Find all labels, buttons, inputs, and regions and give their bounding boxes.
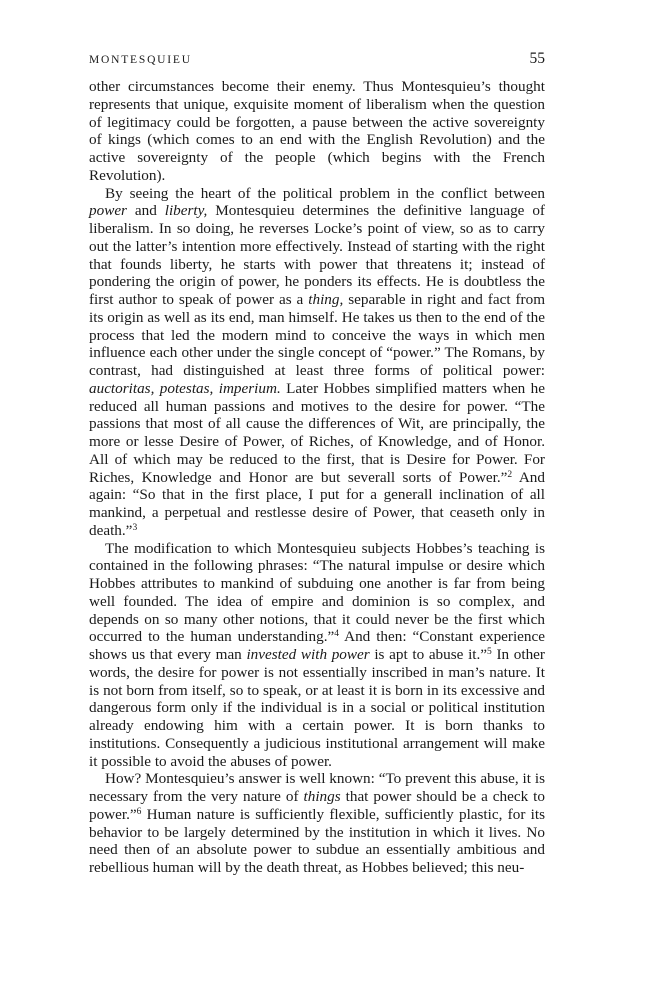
paragraph — [89, 185, 545, 540]
text-run: Human nature is sufficiently flexible, sufficiently plastic, for its behavior to be largely determined by the institution in which it lives. No need then of an absolute power to subdue an essentially ambitious and rebellious human will by the death threat, as Hobbes believed; this neu- — [89, 805, 545, 876]
text-run: And again: “So that in the first place, I put for a generall inclination of all mankind, a perpetual and restlesse desire of Power, that ceaseth only in death.” — [89, 468, 545, 539]
footnote-marker: 5 — [487, 647, 492, 657]
text-run: and — [126, 202, 165, 220]
text-run: The modification to which Montesquieu subjects Hobbes’s teaching is contained in the following phrases: “The natural impulse or desire which Hobbes attributes to mankind of subduing one another is far from being well founded. The idea of empire and dominion is so complex, and depends on so many other notions, that it could never be the first which occurred to the human understanding.” — [89, 539, 545, 646]
text-run: is apt to abuse it.” — [369, 646, 488, 663]
text-run: How? Montesquieu’s answer is well known: “To prevent this abuse, it is necessary from the very nature of — [89, 770, 545, 805]
running-head — [89, 50, 545, 72]
footnote-marker: 6 — [136, 806, 142, 817]
paragraph — [89, 540, 545, 771]
body-text — [89, 78, 545, 877]
text-run: By seeing the heart of the political problem in the conflict between — [105, 184, 545, 202]
text-run: In other words, the desire for power is not essentially inscribed in man’s nature. It is not born from itself, so to speak, or at least it is born in its excessive and dangerous form only if the individual is in a social or political institution already endowing him with a certain power. It is born thanks to institutions. Consequently a judicious institutional arrangement will make it possible to avoid the abuses of power. — [89, 646, 545, 770]
book-page — [89, 50, 545, 877]
footnote-marker: 2 — [507, 469, 513, 480]
paragraph — [89, 770, 545, 877]
footnote-marker: 4 — [334, 629, 339, 640]
footnote-marker: 3 — [132, 522, 138, 533]
text-run: And then: “Constant experience shows us that every man — [89, 628, 545, 663]
italic-text: thing, — [308, 291, 344, 308]
text-run: separable in right and fact from its origin as well as its end, man himself. He takes us then to the end of the process that led the modern mind to conceive the ways in which men influence each other under the single concept of “power.” The Romans, by contrast, had distinguished at least three forms of political power: — [89, 291, 546, 379]
text-run: other circumstances become their enemy. Thus Montesquieu’s thought represents that unique, exquisite moment of liberalism when the question of legitimacy could be forgotten, a pause between the active sovereignty of kings (which comes to an end with the English Revolution) and the active sovereignty of the people (which begins with the French Revolution). — [89, 78, 545, 184]
text-run: Later Hobbes simplified matters when he reduced all human passions and motives to the desire for power. “The passions that most of all cause the differences of Wit, are principally, the more or lesse Desire of Power, of Riches, of Knowledge, and of Honor. All of which may be reduced to the first, that is Desire for Power. For Riches, Knowledge and Honor are but severall sorts of Power.” — [89, 379, 545, 486]
italic-text: power — [89, 202, 127, 220]
text-run: that power should be a check to power.” — [89, 788, 545, 823]
italic-text: invested with power — [246, 646, 370, 663]
italic-text: liberty, — [164, 202, 208, 220]
italic-text: things — [303, 788, 341, 805]
italic-text: auctoritas, potestas, imperium. — [89, 379, 281, 397]
paragraph — [89, 78, 545, 185]
running-title: MONTESQUIEU — [89, 54, 192, 66]
page-number: 55 — [529, 50, 545, 67]
text-run: Montesquieu determines the definitive language of liberalism. In so doing, he reverses Locke’s point of view, so as to carry out the latter’s intention more effectively. Instead of starting with the right that founds liberty, he starts with power that threatens it; instead of pondering the origin of power, he ponders its effects. He is doubtless the first author to speak of power as a — [89, 202, 545, 308]
